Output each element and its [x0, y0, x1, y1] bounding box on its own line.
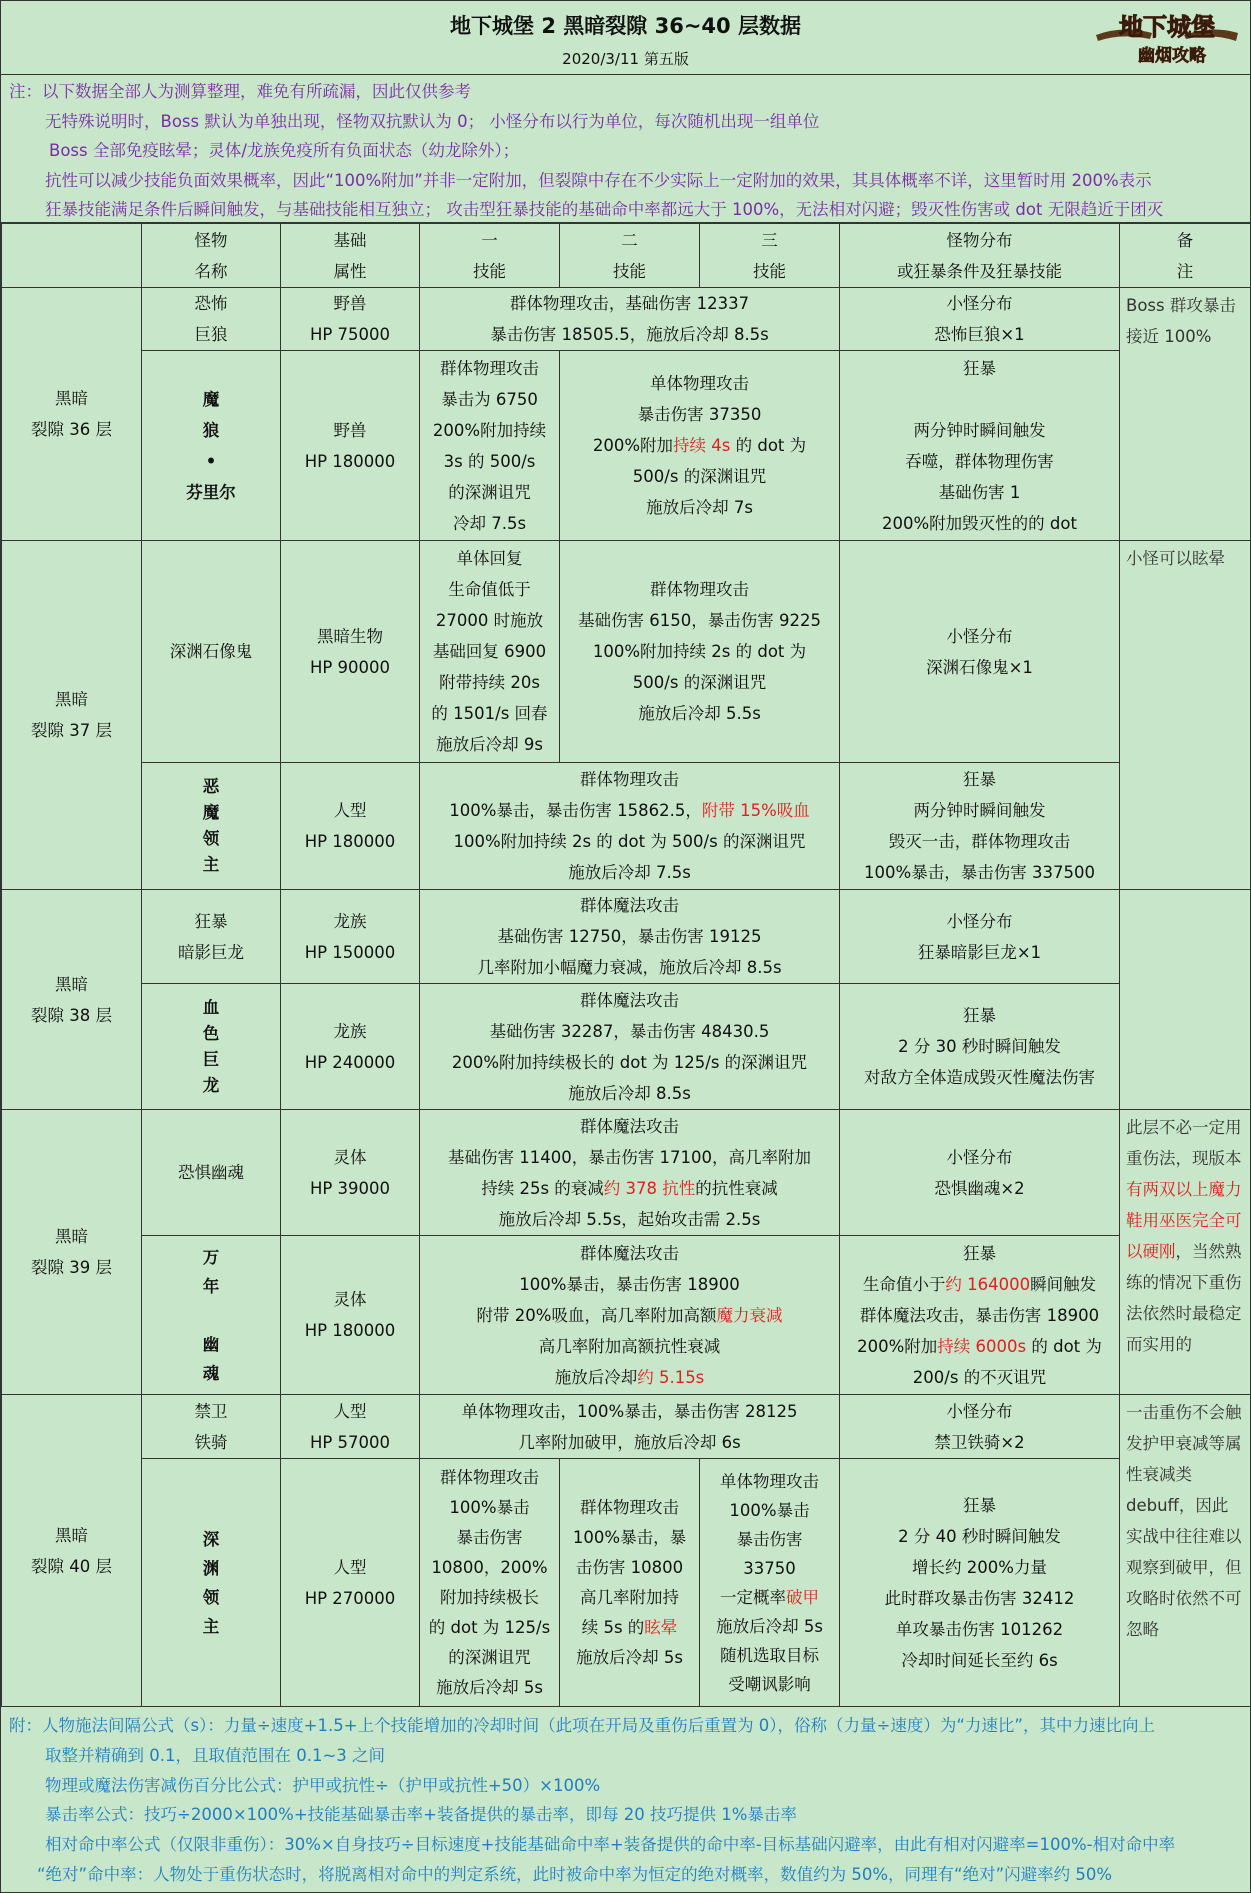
- table-row: [2, 1459, 1251, 1707]
- header-remark: 备 注: [1120, 224, 1251, 288]
- floor-remark: [1120, 890, 1251, 1110]
- boss-berserk: 狂暴 2 分 40 秒时瞬间触发 增长约 200%力量 此时群攻暴击伤害 32412 单攻暴击伤害 101262 冷却时间延长至约 6s: [840, 1459, 1120, 1707]
- boss-berserk: 狂暴 2 分 30 秒时瞬间触发 对敌方全体造成毁灭性魔法伤害: [840, 984, 1120, 1110]
- header-monster: 怪物 名称: [142, 224, 281, 288]
- formula-line: 物理或魔法伤害减伤百分比公式：护甲或抗性÷（护甲或抗性+50）×100%: [45, 1775, 601, 1795]
- boss-skill: 群体魔法攻击 基础伤害 32287，暴击伤害 48430.5 200%附加持续极长的 dot 为 125/s 的深渊诅咒 施放后冷却 8.5s: [420, 984, 840, 1110]
- boss-name: 魔 狼 • 芬里尔: [142, 351, 281, 541]
- floor-name-36: 黑暗 裂隙 36 层: [2, 288, 142, 541]
- formula-line: 相对命中率公式（仅限非重伤）：30%×自身技巧÷目标速度+技能基础命中率+装备提供的命中率-目标基础闪避率，由此有相对闪避率=100%-相对命中率: [45, 1835, 1176, 1855]
- monster-skill: 群体魔法攻击 基础伤害 12750，暴击伤害 19125 几率附加小幅魔力衰减，施放后冷却 8.5s: [420, 890, 840, 984]
- boss-skill-1: 群体物理攻击 100%暴击 暴击伤害 10800，200% 附加持续极长 的 dot 为 125/s 的深渊诅咒 施放后冷却 5s: [420, 1459, 560, 1707]
- formula-line: 暴击率公式：技巧÷2000×100%+技能基础暴击率+装备提供的暴击率，即每 20 技巧提供 1%暴击率: [45, 1805, 797, 1825]
- boss-name: 恶 魔 领 主: [142, 763, 281, 890]
- monster-attr: 野兽 HP 75000: [281, 288, 420, 351]
- monster-attr: 灵体 HP 39000: [281, 1110, 420, 1236]
- note-line: 无特殊说明时，Boss 默认为单独出现，怪物双抗默认为 0； 小怪分布以行为单位，每次随机出现一组单位: [45, 111, 820, 131]
- monster-skill-2: 群体物理攻击 基础伤害 6150，暴击伤害 9225 100%附加持续 2s 的 dot 为 500/s 的深渊诅咒 施放后冷却 5.5s: [560, 541, 840, 763]
- table-row: [2, 763, 1251, 890]
- monster-table: [1, 223, 1251, 1707]
- table-row: [2, 1236, 1251, 1395]
- table-row: [2, 351, 1251, 541]
- formula-line: 取整并精确到 0.1，且取值范围在 0.1~3 之间: [45, 1745, 386, 1765]
- monster-name: 恐怖 巨狼: [142, 288, 281, 351]
- header-skill-1: 一 技能: [420, 224, 560, 288]
- sheet-title: 地下城堡 2 黑暗裂隙 36~40 层数据: [450, 14, 801, 38]
- boss-skill-3: 单体物理攻击 100%暴击 暴击伤害 33750 一定概率破甲 施放后冷却 5s 随机选取目标 受嘲讽影响: [700, 1459, 840, 1707]
- boss-attr: 人型 HP 270000: [281, 1459, 420, 1707]
- table-row: [2, 1395, 1251, 1459]
- monster-name: 狂暴 暗影巨龙: [142, 890, 281, 984]
- monster-attr: 人型 HP 57000: [281, 1395, 420, 1459]
- boss-attr: 人型 HP 180000: [281, 763, 420, 890]
- monster-distribution: 小怪分布 狂暴暗影巨龙×1: [840, 890, 1120, 984]
- monster-distribution: 小怪分布 恐怖巨狼×1: [840, 288, 1120, 351]
- boss-berserk: 狂暴 两分钟时瞬间触发 吞噬，群体物理伤害 基础伤害 1 200%附加毁灭性的的 dot: [840, 351, 1120, 541]
- note-line: 抗性可以减少技能负面效果概率，因此“100%附加”并非一定附加，但裂隙中存在不少实际上一定附加的效果，其具体概率不详，这里暂时用 200%表示: [45, 170, 1152, 190]
- note-line: 狂暴技能满足条件后瞬间触发，与基础技能相互独立； 攻击型狂暴技能的基础命中率都远大于 100%，无法相对闪避；毁灭性伤害或 dot 无限趋近于团灭: [45, 200, 1164, 220]
- boss-skill-1: 群体物理攻击 暴击为 6750 200%附加持续 3s 的 500/s 的深渊诅咒 冷却 7.5s: [420, 351, 560, 541]
- floor-name-39: 黑暗 裂隙 39 层: [2, 1110, 142, 1395]
- monster-skill: 群体魔法攻击 基础伤害 11400，暴击伤害 17100，高几率附加 持续 25s 的衰减约 378 抗性的抗性衰减 施放后冷却 5.5s，起始攻击需 2.5s: [420, 1110, 840, 1236]
- monster-name: 深渊石像鬼: [142, 541, 281, 763]
- sheet-version: 2020/3/11 第五版: [562, 50, 689, 68]
- boss-name: 深 渊 领 主: [142, 1459, 281, 1707]
- sheet-header: [1, 1, 1250, 75]
- boss-name: 万 年 幽 魂: [142, 1236, 281, 1395]
- boss-skill: 群体魔法攻击 100%暴击，暴击伤害 18900 附带 20%吸血，高几率附加高额魔力衰减 高几率附加高额抗性衰减 施放后冷却约 5.15s: [420, 1236, 840, 1395]
- floor-remark: 小怪可以眩晕: [1120, 541, 1251, 890]
- boss-berserk: 狂暴 两分钟时瞬间触发 毁灭一击，群体物理攻击 100%暴击，暴击伤害 337500: [840, 763, 1120, 890]
- logo-subtitle: 幽烟攻略: [1138, 46, 1206, 66]
- monster-name: 恐惧幽魂: [142, 1110, 281, 1236]
- boss-attr: 灵体 HP 180000: [281, 1236, 420, 1395]
- header-skill-2: 二 技能: [560, 224, 700, 288]
- boss-skill-2: 单体物理攻击 暴击伤害 37350 200%附加持续 4s 的 dot 为 500/s 的深渊诅咒 施放后冷却 7s: [560, 351, 840, 541]
- monster-attr: 黑暗生物 HP 90000: [281, 541, 420, 763]
- table-row: [2, 984, 1251, 1110]
- monster-attr: 龙族 HP 150000: [281, 890, 420, 984]
- floor-remark: 一击重伤不会触发护甲衰减等属性衰减类 debuff，因此实战中往往难以观察到破甲，但攻略时依然不可忽略: [1120, 1395, 1251, 1707]
- logo-title: 地下城堡: [1119, 12, 1215, 41]
- monster-distribution: 小怪分布 禁卫铁骑×2: [840, 1395, 1120, 1459]
- note-line: 注：以下数据全部人为测算整理，难免有所疏漏，因此仅供参考: [9, 82, 471, 101]
- table-row: [2, 541, 1251, 763]
- table-header-row: [2, 224, 1251, 288]
- game-logo: [1092, 5, 1242, 71]
- note-line: Boss 全部免疫眩晕；灵体/龙族免疫所有负面状态（幼龙除外）；: [49, 141, 520, 161]
- floor-remark: Boss 群攻暴击接近 100%: [1120, 288, 1251, 541]
- monster-skill: 群体物理攻击，基础伤害 12337 暴击伤害 18505.5，施放后冷却 8.5s: [420, 288, 840, 351]
- floor-name-37: 黑暗 裂隙 37 层: [2, 541, 142, 890]
- floor-remark: 此层不必一定用重伤法，现版本有两双以上魔力鞋用巫医完全可以硬刚，当然熟练的情况下重伤法依然时最稳定而实用的: [1120, 1110, 1251, 1395]
- formula-line: “绝对”命中率：人物处于重伤状态时，将脱离相对命中的判定系统，此时被命中率为恒定的绝对概率，数值约为 50%，同理有“绝对”闪避率约 50%: [37, 1864, 1113, 1884]
- monster-skill: 单体物理攻击，100%暴击，暴击伤害 28125 几率附加破甲，施放后冷却 6s: [420, 1395, 840, 1459]
- floor-name-40: 黑暗 裂隙 40 层: [2, 1395, 142, 1707]
- header-distribution: 怪物分布 或狂暴条件及狂暴技能: [840, 224, 1120, 288]
- table-row: [2, 890, 1251, 984]
- floor-name-38: 黑暗 裂隙 38 层: [2, 890, 142, 1110]
- monster-distribution: 小怪分布 深渊石像鬼×1: [840, 541, 1120, 763]
- monster-name: 禁卫 铁骑: [142, 1395, 281, 1459]
- formula-line: 附：人物施法间隔公式（s）：力量÷速度+1.5+上个技能增加的冷却时间（此项在开局及重伤后重置为 0），俗称（力量÷速度）为“力速比”，其中力速比向上: [9, 1716, 1155, 1735]
- table-row: [2, 1110, 1251, 1236]
- boss-name: 血 色 巨 龙: [142, 984, 281, 1110]
- monster-skill-1: 单体回复 生命值低于 27000 时施放 基础回复 6900 附带持续 20s 的 1501/s 回春 施放后冷却 9s: [420, 541, 560, 763]
- header-skill-3: 三 技能: [700, 224, 840, 288]
- boss-berserk: 狂暴 生命值小于约 164000瞬间触发 群体魔法攻击，暴击伤害 18900 200%附加持续 6000s 的 dot 为 200/s 的不灭诅咒: [840, 1236, 1120, 1395]
- notes-block: [1, 75, 1250, 223]
- boss-attr: 龙族 HP 240000: [281, 984, 420, 1110]
- boss-skill-2: 群体物理攻击 100%暴击，暴 击伤害 10800 高几率附加持 续 5s 的眩晕 施放后冷却 5s: [560, 1459, 700, 1707]
- header-floor: [2, 224, 142, 288]
- boss-attr: 野兽 HP 180000: [281, 351, 420, 541]
- header-base: 基础 属性: [281, 224, 420, 288]
- boss-skill: 群体物理攻击 100%暴击，暴击伤害 15862.5，附带 15%吸血 100%附加持续 2s 的 dot 为 500/s 的深渊诅咒 施放后冷却 7.5s: [420, 763, 840, 890]
- monster-distribution: 小怪分布 恐惧幽魂×2: [840, 1110, 1120, 1236]
- table-row: [2, 288, 1251, 351]
- formula-footer: [1, 1707, 1250, 1890]
